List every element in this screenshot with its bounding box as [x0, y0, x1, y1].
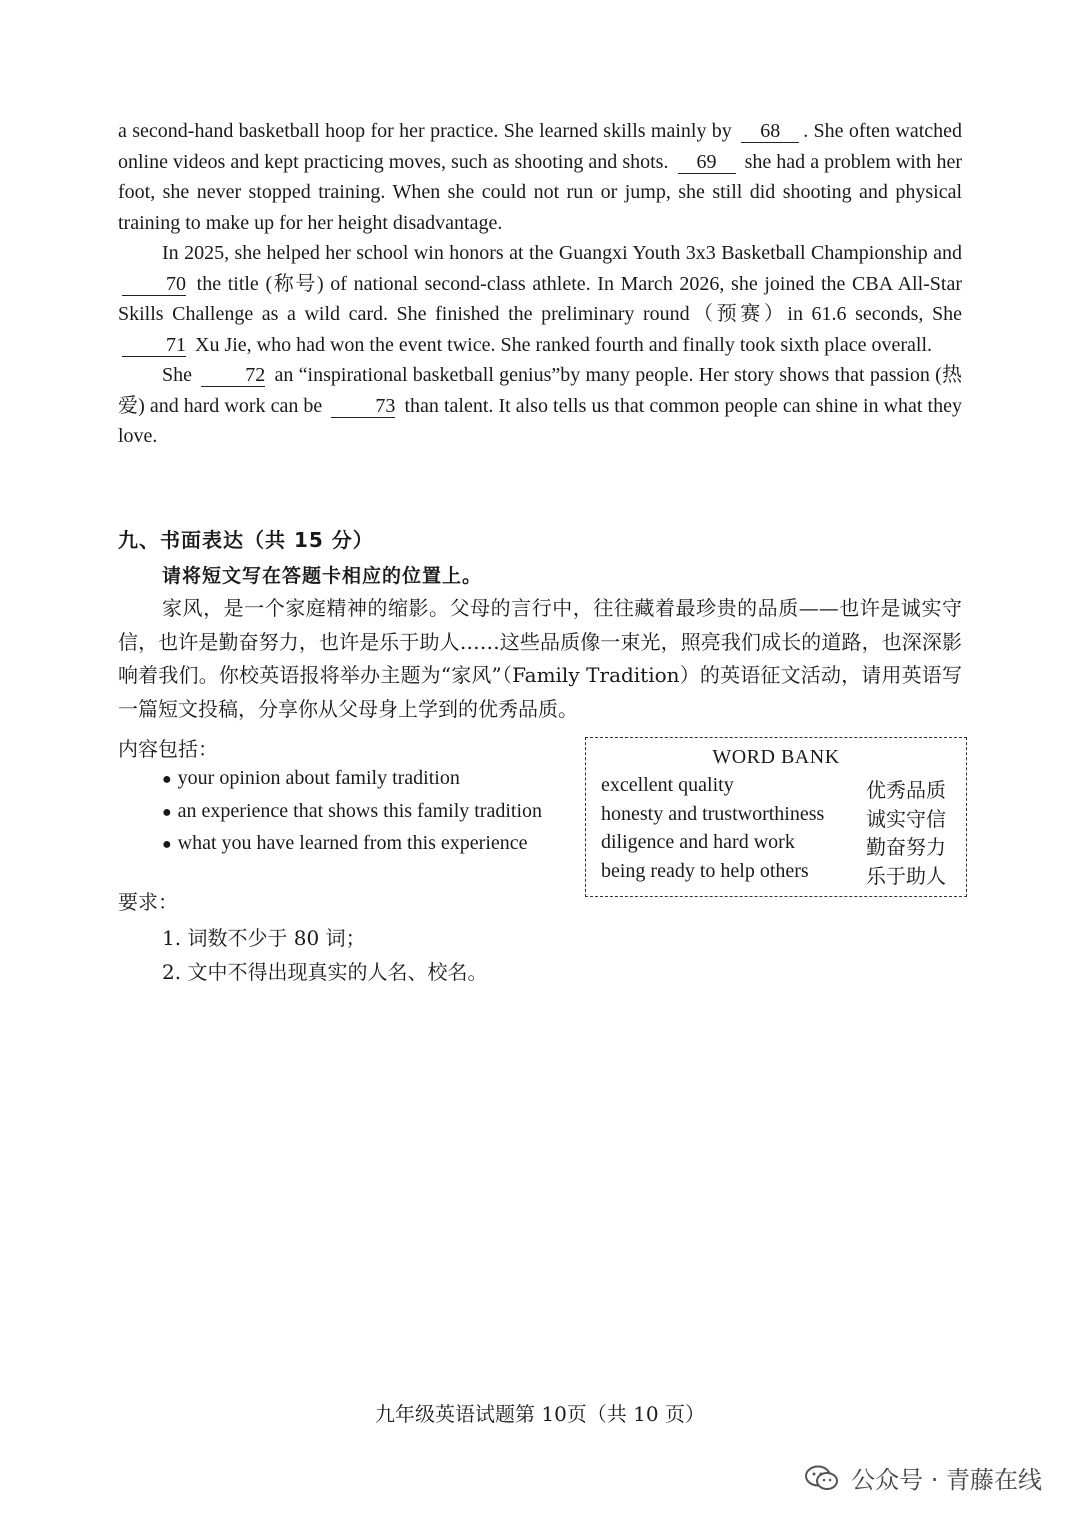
word-bank-en: diligence and hard work [601, 831, 795, 853]
content-bullet-list [162, 763, 542, 861]
passage-text: Xu Jie, who had won the event twice. She ranked fourth and finally took sixth place overall. [195, 333, 933, 356]
passage-text: She [162, 364, 192, 386]
page-footer: 九年级英语试题第 10页（共 10 页） [375, 1402, 705, 1426]
bullet-text: an experience that shows this family tradition [177, 799, 543, 822]
requirement-item: 1. 词数不少于 80 词； [162, 926, 366, 950]
word-bank-en: excellent quality [601, 774, 734, 796]
word-bank-title: WORD BANK [712, 746, 840, 768]
word-bank-cn: 勤奋努力 [866, 835, 946, 859]
bullet-text: what you have learned from this experience [177, 832, 528, 854]
word-bank-row [601, 860, 946, 888]
bullet-icon: ● [162, 803, 172, 821]
wechat-icon [805, 1465, 839, 1491]
list-item [162, 796, 542, 829]
blank-68: 68 [741, 120, 799, 143]
passage-continued [118, 116, 962, 452]
blank-71: 71 [122, 334, 186, 357]
blank-73: 73 [331, 395, 395, 418]
section-title: 九、书面表达（共 15 分） [118, 528, 374, 552]
bullet-text: your opinion about family tradition [177, 767, 460, 789]
passage-text: a second-hand basketball hoop for her practice. She learned skills mainly by [118, 120, 732, 142]
watermark [805, 1460, 1042, 1495]
blank-69: 69 [678, 151, 736, 174]
blank-70: 70 [122, 273, 186, 296]
word-bank-row [601, 831, 946, 859]
word-bank-en: being ready to help others [601, 860, 809, 882]
passage-text: she had a problem with her foot, she never stopped training. When she could not run or jump, she still did shooting and physical training to make up for her height disadvantage. [118, 150, 963, 234]
requirement-item: 2. 文中不得出现真实的人名、校名。 [162, 960, 488, 984]
word-bank-cn: 乐于助人 [866, 864, 946, 888]
word-bank-cn: 诚实守信 [866, 807, 946, 831]
passage-text: In 2025, she helped her school win honors at the Guangxi Youth 3x3 Basketball Championship and [162, 242, 962, 264]
passage-text: than talent. It also tells us that common people can shine in what they love. [118, 394, 962, 447]
bullet-icon: ● [162, 836, 172, 853]
list-item [162, 828, 542, 861]
writing-prompt [118, 592, 962, 726]
word-bank-row [601, 803, 946, 831]
list-item [162, 763, 542, 796]
word-bank-box [585, 737, 967, 897]
word-bank-en: honesty and trustworthiness [601, 803, 825, 825]
requirements-label: 要求： [118, 890, 178, 914]
word-bank-cn: 优秀品质 [866, 778, 946, 802]
passage-text: . She often watched online videos and kept practicing moves, such as shooting and shots. [118, 120, 963, 173]
writing-prompt-text: 家风，是一个家庭精神的缩影。父母的言行中，往往藏着最珍贵的品质——也许是诚实守信，也许是勤奋努力，也许是乐于助人……这些品质像一束光，照亮我们成长的道路，也深深影响着我们。你校英语报将举办主题为“家风”（Family Tradition）的英语征文活动，请用英语写一篇短文投稿，分享你从父母身上学到的优秀品质。 [118, 596, 962, 721]
passage-text: the title (称号) of national second-class athlete. In March 2026, she joined the CBA All-Star Skills Challenge as a wild card. She finished the preliminary round（预赛）in 61.6 seconds, She [118, 272, 963, 325]
bullet-icon: ● [162, 771, 172, 788]
blank-72: 72 [201, 364, 265, 387]
word-bank-row [601, 774, 946, 802]
content-label: 内容包括： [118, 737, 218, 761]
passage-text: an “inspirational basketball genius”by many people. Her story shows that passion (热爱) and hard work can be [118, 364, 963, 417]
watermark-text: 公众号 · 青藤在线 [851, 1466, 1042, 1494]
section-instruction: 请将短文写在答题卡相应的位置上。 [162, 565, 483, 587]
